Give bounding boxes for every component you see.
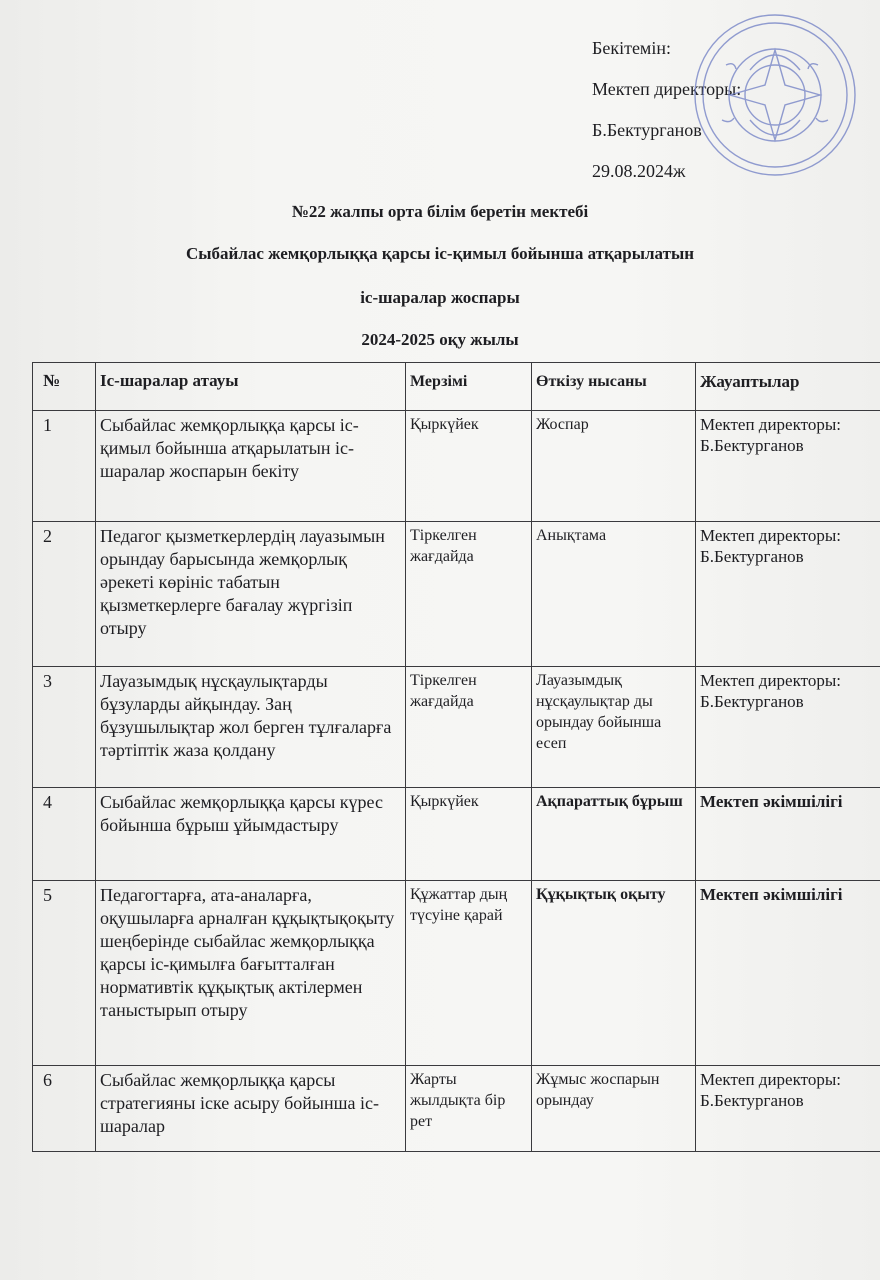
approval-position: Мектеп директоры:	[592, 79, 742, 99]
event-responsible: Мектеп әкімшілігі	[696, 788, 880, 881]
academic-year: 2024-2025 оқу жылы	[361, 330, 519, 349]
row-number: 4	[33, 788, 96, 881]
table-row	[33, 788, 880, 881]
event-form: Анықтама	[532, 522, 696, 667]
event-responsible: Мектеп директоры: Б.Бектурганов	[696, 522, 880, 667]
event-term: Қыркүйек	[406, 411, 532, 522]
school-name: №22 жалпы орта білім беретін мектебі	[291, 202, 589, 221]
table-row	[33, 411, 880, 522]
events-table	[32, 362, 880, 1152]
event-responsible: Мектеп директоры: Б.Бектурганов	[696, 1066, 880, 1152]
event-term: Жарты жылдықта бір рет	[406, 1066, 532, 1152]
event-term: Тіркелген жағдайда	[406, 522, 532, 667]
event-responsible: Мектеп директоры: Б.Бектурганов	[696, 667, 880, 788]
event-responsible: Мектеп әкімшілігі	[696, 881, 880, 1066]
row-number: 1	[33, 411, 96, 522]
event-name: Сыбайлас жемқорлыққа қарсы күрес бойынша бұрыш ұйымдастыру	[96, 788, 406, 881]
event-responsible: Мектеп директоры: Б.Бектурганов	[696, 411, 880, 522]
approval-signatory: Б.Бектурганов	[592, 120, 702, 140]
row-number: 2	[33, 522, 96, 667]
column-header-term: Мерзімі	[406, 363, 532, 411]
table-row	[33, 522, 880, 667]
event-term: Құжаттар дың түсуіне қарай	[406, 881, 532, 1066]
event-term: Қыркүйек	[406, 788, 532, 881]
row-number: 3	[33, 667, 96, 788]
event-form: Жұмыс жоспарын орындау	[532, 1066, 696, 1152]
column-header-number: №	[33, 363, 96, 411]
event-name: Педагог қызметкерлердің лауазымын орындау барысында жемқорлық әрекеті көрініс табатын қызметкерлерге бағалау жүргізіп отыру	[96, 522, 406, 667]
event-form: Құқықтық оқыту	[532, 881, 696, 1066]
plan-title-line2: іс-шаралар жоспары	[360, 288, 520, 307]
event-name: Педагогтарға, ата-аналарға, оқушыларға арналған құқықтықоқыту шеңберінде сыбайлас жемқорлыққа қарсы іс-қимылға бағытталған нормативтік құқықтық актілермен таныстырып отыру	[96, 881, 406, 1066]
table-row	[33, 881, 880, 1066]
approval-date: 29.08.2024ж	[592, 161, 686, 181]
column-header-form: Өткізу нысаны	[532, 363, 696, 411]
approval-label: Бекітемін:	[592, 38, 671, 58]
plan-title-line1: Сыбайлас жемқорлыққа қарсы іс-қимыл бойынша атқарылатын	[185, 244, 695, 263]
event-form: Ақпараттық бұрыш	[532, 788, 696, 881]
event-name: Сыбайлас жемқорлыққа қарсы стратегияны іске асыру бойынша іс-шаралар	[96, 1066, 406, 1152]
column-header-responsible: Жауаптылар	[696, 363, 880, 411]
official-stamp-icon	[690, 10, 860, 180]
column-header-name: Іс-шаралар атауы	[96, 363, 406, 411]
event-form: Жоспар	[532, 411, 696, 522]
row-number: 5	[33, 881, 96, 1066]
event-name: Сыбайлас жемқорлыққа қарсы іс-қимыл бойынша атқарылатын іс-шаралар жоспарын бекіту	[96, 411, 406, 522]
table-row	[33, 667, 880, 788]
table-row	[33, 1066, 880, 1152]
event-form: Лауазымдық нұсқаулықтар ды орындау бойынша есеп	[532, 667, 696, 788]
event-term: Тіркелген жағдайда	[406, 667, 532, 788]
row-number: 6	[33, 1066, 96, 1152]
event-name: Лауазымдық нұсқаулықтарды бұзуларды айқындау. Заң бұзушылықтар жол берген тұлғаларға тәртіптік жаза қолдану	[96, 667, 406, 788]
table-header-row	[33, 363, 880, 411]
